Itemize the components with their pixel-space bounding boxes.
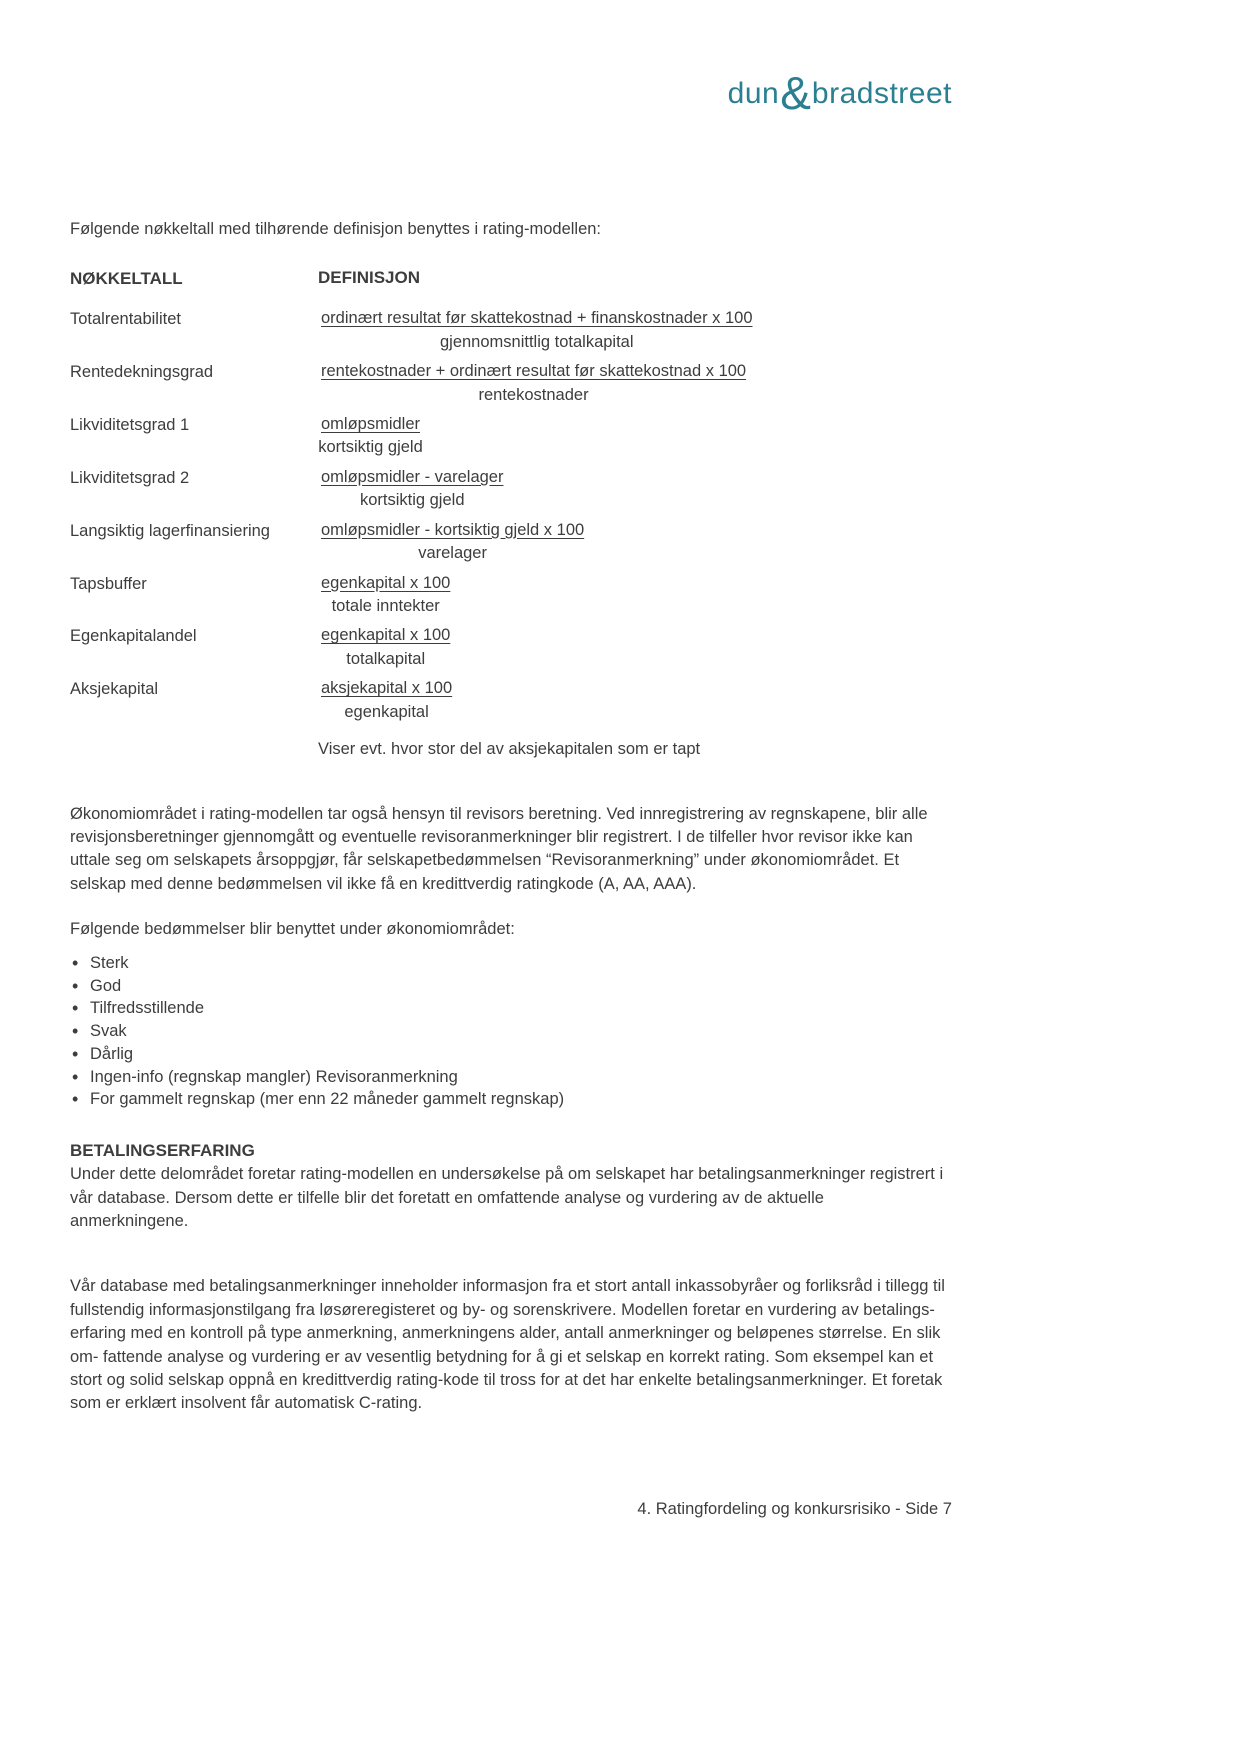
table-row <box>70 678 952 723</box>
paragraph-betalingserfaring-1: Under dette delområdet foretar rating-modellen en undersøkelse på om selskapet har betalingsanmerkninger registrert i vår database. Dersom dette er tilfelle blir det foretatt en omfattende analyse og vurdering av de aktuelle anmerkningene. <box>70 1165 944 1230</box>
formula-denominator: rentekostnader <box>478 385 589 404</box>
list-item: • Sterk <box>70 952 952 975</box>
table-row <box>70 467 952 512</box>
logo-text-bradstreet: bradstreet <box>811 77 952 110</box>
key-figure-label: Egenkapitalandel <box>70 627 197 646</box>
formula-denominator: egenkapital <box>344 702 429 721</box>
key-figure-label: Rentedekningsgrad <box>70 363 214 382</box>
intro-text: Følgende nøkkeltall med tilhørende definisjon benyttes i rating-modellen: <box>70 220 602 238</box>
formula-numerator: rentekostnader + ordinært resultat før skattekostnad x 100 <box>321 362 747 381</box>
key-figure-label: Likviditetsgrad 2 <box>70 468 190 487</box>
formula-fraction <box>318 467 506 512</box>
dun-bradstreet-logo <box>70 67 952 119</box>
formula-fraction <box>318 361 749 406</box>
formula-fraction <box>318 678 455 723</box>
formula-denominator: varelager <box>418 544 487 563</box>
formula-fraction <box>318 573 453 618</box>
formula-fraction <box>318 625 453 670</box>
table-row <box>70 414 952 459</box>
formula-numerator: aksjekapital x 100 <box>321 679 453 698</box>
table-row <box>70 361 952 406</box>
key-figure-label: Likviditetsgrad 1 <box>70 415 190 434</box>
list-item: • For gammelt regnskap (mer enn 22 måneder gammelt regnskap) <box>70 1088 952 1111</box>
key-figure-label: Langsiktig lagerfinansiering <box>70 521 270 540</box>
page-footer: 4. Ratingfordeling og konkursrisiko - Side 7 <box>637 1500 952 1518</box>
list-item: • Dårlig <box>70 1043 952 1066</box>
formula-denominator: kortsiktig gjeld <box>359 491 465 510</box>
formula-numerator: egenkapital x 100 <box>321 573 451 592</box>
key-figures-table <box>70 267 952 761</box>
formula-fraction <box>318 520 587 565</box>
assessment-list <box>70 952 952 1111</box>
column-header-nokkeltall: NØKKELTALL <box>70 269 183 289</box>
formula-numerator: ordinært resultat før skattekostnad + finanskostnader x 100 <box>321 309 753 328</box>
table-row <box>70 520 952 565</box>
table-row <box>70 573 952 618</box>
formula-numerator: egenkapital x 100 <box>321 626 451 645</box>
key-figure-label: Totalrentabilitet <box>70 310 181 329</box>
list-item: • Svak <box>70 1020 952 1043</box>
formula-denominator: gjennomsnittlig totalkapital <box>439 332 634 351</box>
column-header-definisjon: DEFINISJON <box>318 268 421 288</box>
formula-fraction <box>318 414 423 459</box>
formula-numerator: omløpsmidler - kortsiktig gjeld x 100 <box>321 520 585 539</box>
list-item: • Ingen-info (regnskap mangler) Revisoranmerkning <box>70 1066 952 1089</box>
formula-denominator: kortsiktig gjeld <box>318 438 423 457</box>
formula-fraction <box>318 308 756 353</box>
list-item: • God <box>70 975 952 998</box>
table-row <box>70 308 952 353</box>
bullets-intro-text: Følgende bedømmelser blir benyttet under økonomiområdet: <box>70 920 515 939</box>
paragraph-betalingserfaring-2: Vår database med betalingsanmerkninger inneholder informasjon fra et stort antall inkassobyråer og forliksråd i tillegg til fullstendig informasjonstilgang fra løsøreregisteret og by- og sorenskrivere. Modellen foretar en vurdering av betalings- erfaring med en kontroll på type anmerkning, anmerkningens alder, antall anmerkninger og beløpenes størrelse. En slik om- fattende analyse og vurdering er av vesentlig betydning for å gi et selskap en korrekt rating. Som eksempel kan et stort og solid selskap oppnå en kredittverdig rating-kode til tross for at det har enkelte betalingsanmerkninger. Et foretak som er erklært insolvent får automatisk C-rating. <box>70 1277 945 1413</box>
table-row <box>70 625 952 670</box>
table-note: Viser evt. hvor stor del av aksjekapitalen som er tapt <box>318 740 701 759</box>
logo-text-dun: dun <box>727 77 780 110</box>
table-note-row <box>70 739 952 760</box>
key-figure-label: Tapsbuffer <box>70 574 147 593</box>
table-header-row <box>70 267 952 290</box>
page-content <box>70 0 952 1416</box>
key-figure-label: Aksjekapital <box>70 680 159 699</box>
section-heading-betalingserfaring: BETALINGSERFARING <box>70 1141 255 1161</box>
logo-ampersand-icon: & <box>780 67 811 119</box>
formula-denominator: totale inntekter <box>331 597 440 615</box>
formula-numerator: omløpsmidler <box>321 414 421 433</box>
list-item: • Tilfredsstillende <box>70 997 952 1020</box>
formula-denominator: totalkapital <box>346 649 426 668</box>
paragraph-okonomiomradet: Økonomiområdet i rating-modellen tar også hensyn til revisors beretning. Ved innregistrering av regnskapene, blir alle revisjonsberetninger gjennomgått og eventuelle revisoranmerkninger blir registrert. I de tilfeller hvor revisor ikke kan uttale seg om selskapets årsoppgjør, får selskapetbedømmelsen “Revisoranmerkning” under økonomiområdet. Et selskap med denne bedømmelsen vil ikke få en kredittverdig ratingkode (A, AA, AAA). <box>70 804 928 893</box>
formula-numerator: omløpsmidler - varelager <box>321 467 504 486</box>
